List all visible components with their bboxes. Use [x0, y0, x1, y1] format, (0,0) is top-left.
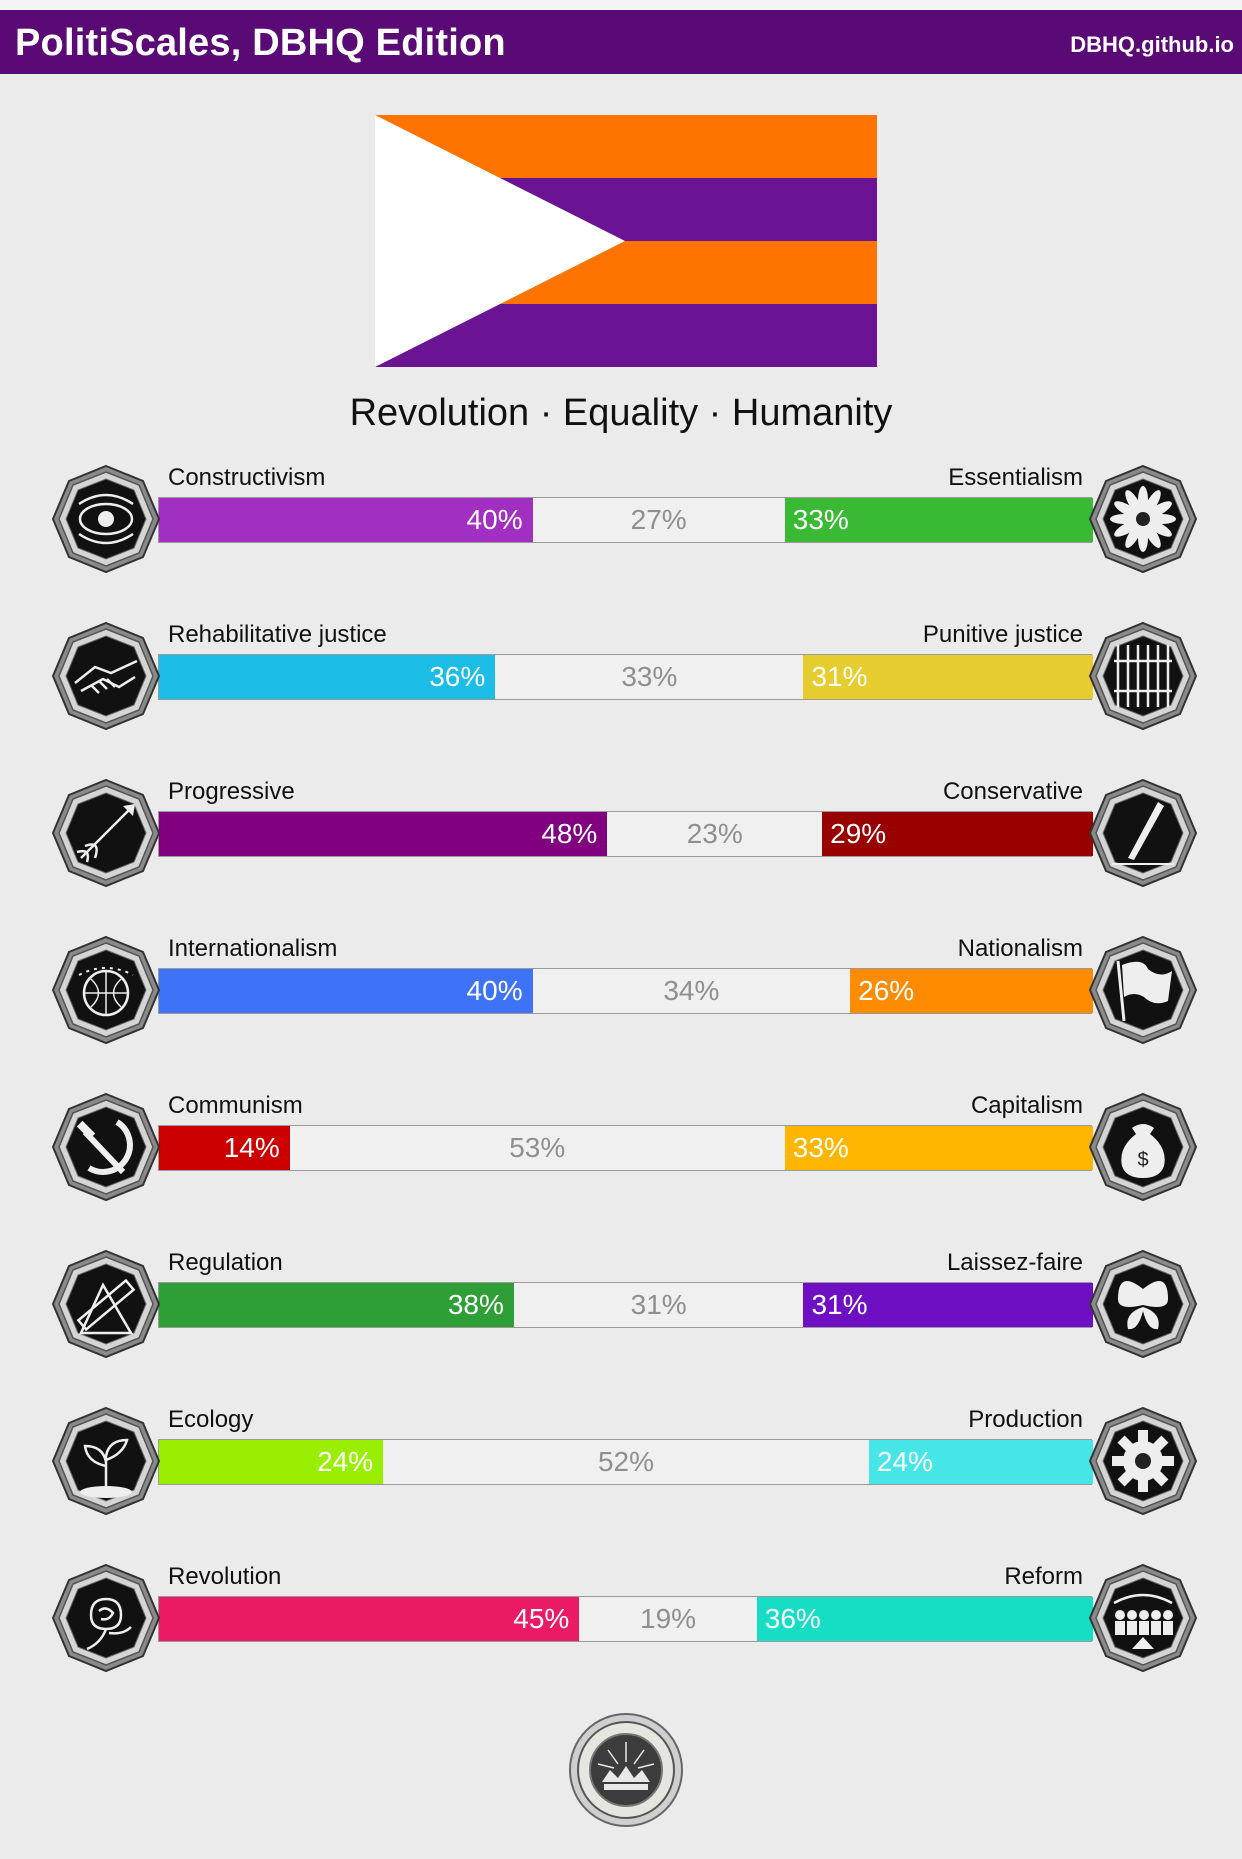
- axis-left-segment: 38%: [159, 1283, 514, 1327]
- rose-icon: [51, 1563, 161, 1673]
- axis-bar: [158, 1125, 1092, 1171]
- axis-neutral-segment: 23%: [686, 818, 743, 849]
- axis-right-label: Punitive justice: [922, 621, 1083, 648]
- axis-left-label: Constructivism: [168, 464, 326, 491]
- axis-bar: [158, 1439, 1092, 1485]
- handshake-icon: [51, 621, 161, 731]
- axis-left-label: Internationalism: [168, 935, 338, 962]
- axis-row: [0, 1563, 1242, 1683]
- flower-icon: [1088, 464, 1198, 574]
- axis-left-label: Rehabilitative justice: [168, 621, 387, 648]
- axis-row: [0, 464, 1242, 584]
- quill-icon: [1088, 778, 1198, 888]
- rocket-icon: [51, 778, 161, 888]
- axis-left-label: Progressive: [168, 778, 295, 805]
- header-bar: [0, 10, 1242, 74]
- axis-right-label: Essentialism: [948, 464, 1083, 491]
- axis-right-segment: 31%: [803, 655, 1093, 699]
- axis-right-segment: 29%: [822, 812, 1093, 856]
- axis-right-label: Laissez-faire: [946, 1249, 1083, 1276]
- sprout-icon: [51, 1406, 161, 1516]
- axis-bar: [158, 1282, 1092, 1328]
- eye-icon: [51, 464, 161, 574]
- axis-right-label: Production: [968, 1406, 1083, 1433]
- gear-icon: [1088, 1406, 1198, 1516]
- axis-left-segment: 48%: [159, 812, 607, 856]
- axis-row: [0, 1406, 1242, 1526]
- axis-bar: [158, 654, 1092, 700]
- axis-right-segment: 36%: [757, 1597, 1093, 1641]
- svg-text:$: $: [1137, 1149, 1149, 1171]
- flag-icon: [1088, 935, 1198, 1045]
- globe-icon: [51, 935, 161, 1045]
- axis-neutral-segment: 19%: [640, 1603, 697, 1634]
- axis-left-label: Regulation: [168, 1249, 283, 1276]
- axis-bar: [158, 811, 1092, 857]
- axis-right-label: Conservative: [942, 778, 1083, 805]
- axis-right-segment: 24%: [869, 1440, 1093, 1484]
- hammer-sickle-icon: [51, 1092, 161, 1202]
- axis-left-segment: 40%: [159, 969, 533, 1013]
- axis-right-segment: 31%: [803, 1283, 1093, 1327]
- axis-left-segment: 40%: [159, 498, 533, 542]
- axis-row: [0, 1092, 1242, 1212]
- axis-right-label: Capitalism: [970, 1092, 1083, 1119]
- axis-left-segment: 24%: [159, 1440, 383, 1484]
- axis-bar: [158, 968, 1092, 1014]
- axis-row: [0, 935, 1242, 1055]
- axis-neutral-segment: 34%: [663, 975, 720, 1006]
- axis-row: [0, 778, 1242, 898]
- motto: Revolution · Equality · Humanity: [349, 392, 893, 434]
- site-link[interactable]: DBHQ.github.io: [1070, 32, 1234, 57]
- axis-right-segment: 33%: [785, 498, 1093, 542]
- axis-right-label: Nationalism: [957, 935, 1083, 962]
- axis-left-segment: 36%: [159, 655, 495, 699]
- axis-neutral-segment: 33%: [621, 661, 678, 692]
- axis-left-label: Ecology: [168, 1406, 254, 1433]
- axis-row: [0, 1249, 1242, 1369]
- axis-right-label: Reform: [1004, 1563, 1083, 1590]
- axis-row: [0, 621, 1242, 741]
- window-top-strip: [0, 0, 1242, 10]
- prison-bars-icon: [1088, 621, 1198, 731]
- axis-neutral-segment: 52%: [597, 1446, 655, 1477]
- axis-left-segment: 45%: [159, 1597, 579, 1641]
- seal-icon: [568, 1712, 684, 1828]
- axis-right-segment: 33%: [785, 1126, 1093, 1170]
- axis-bar: [158, 1596, 1092, 1642]
- axis-neutral-segment: 31%: [630, 1289, 687, 1320]
- axis-left-segment: 14%: [159, 1126, 290, 1170]
- ideology-flag: [375, 115, 877, 367]
- axis-neutral-segment: 27%: [630, 504, 687, 535]
- money-bag-icon: [1088, 1092, 1198, 1202]
- axis-neutral-segment: 53%: [509, 1132, 566, 1163]
- axis-right-segment: 26%: [850, 969, 1093, 1013]
- axis-left-label: Revolution: [168, 1563, 282, 1590]
- axis-left-label: Communism: [168, 1092, 303, 1119]
- butterfly-icon: [1088, 1249, 1198, 1359]
- axis-bar: [158, 497, 1092, 543]
- app-title: PolitiScales, DBHQ Edition: [15, 22, 506, 64]
- ruler-icon: [51, 1249, 161, 1359]
- crowd-icon: [1088, 1563, 1198, 1673]
